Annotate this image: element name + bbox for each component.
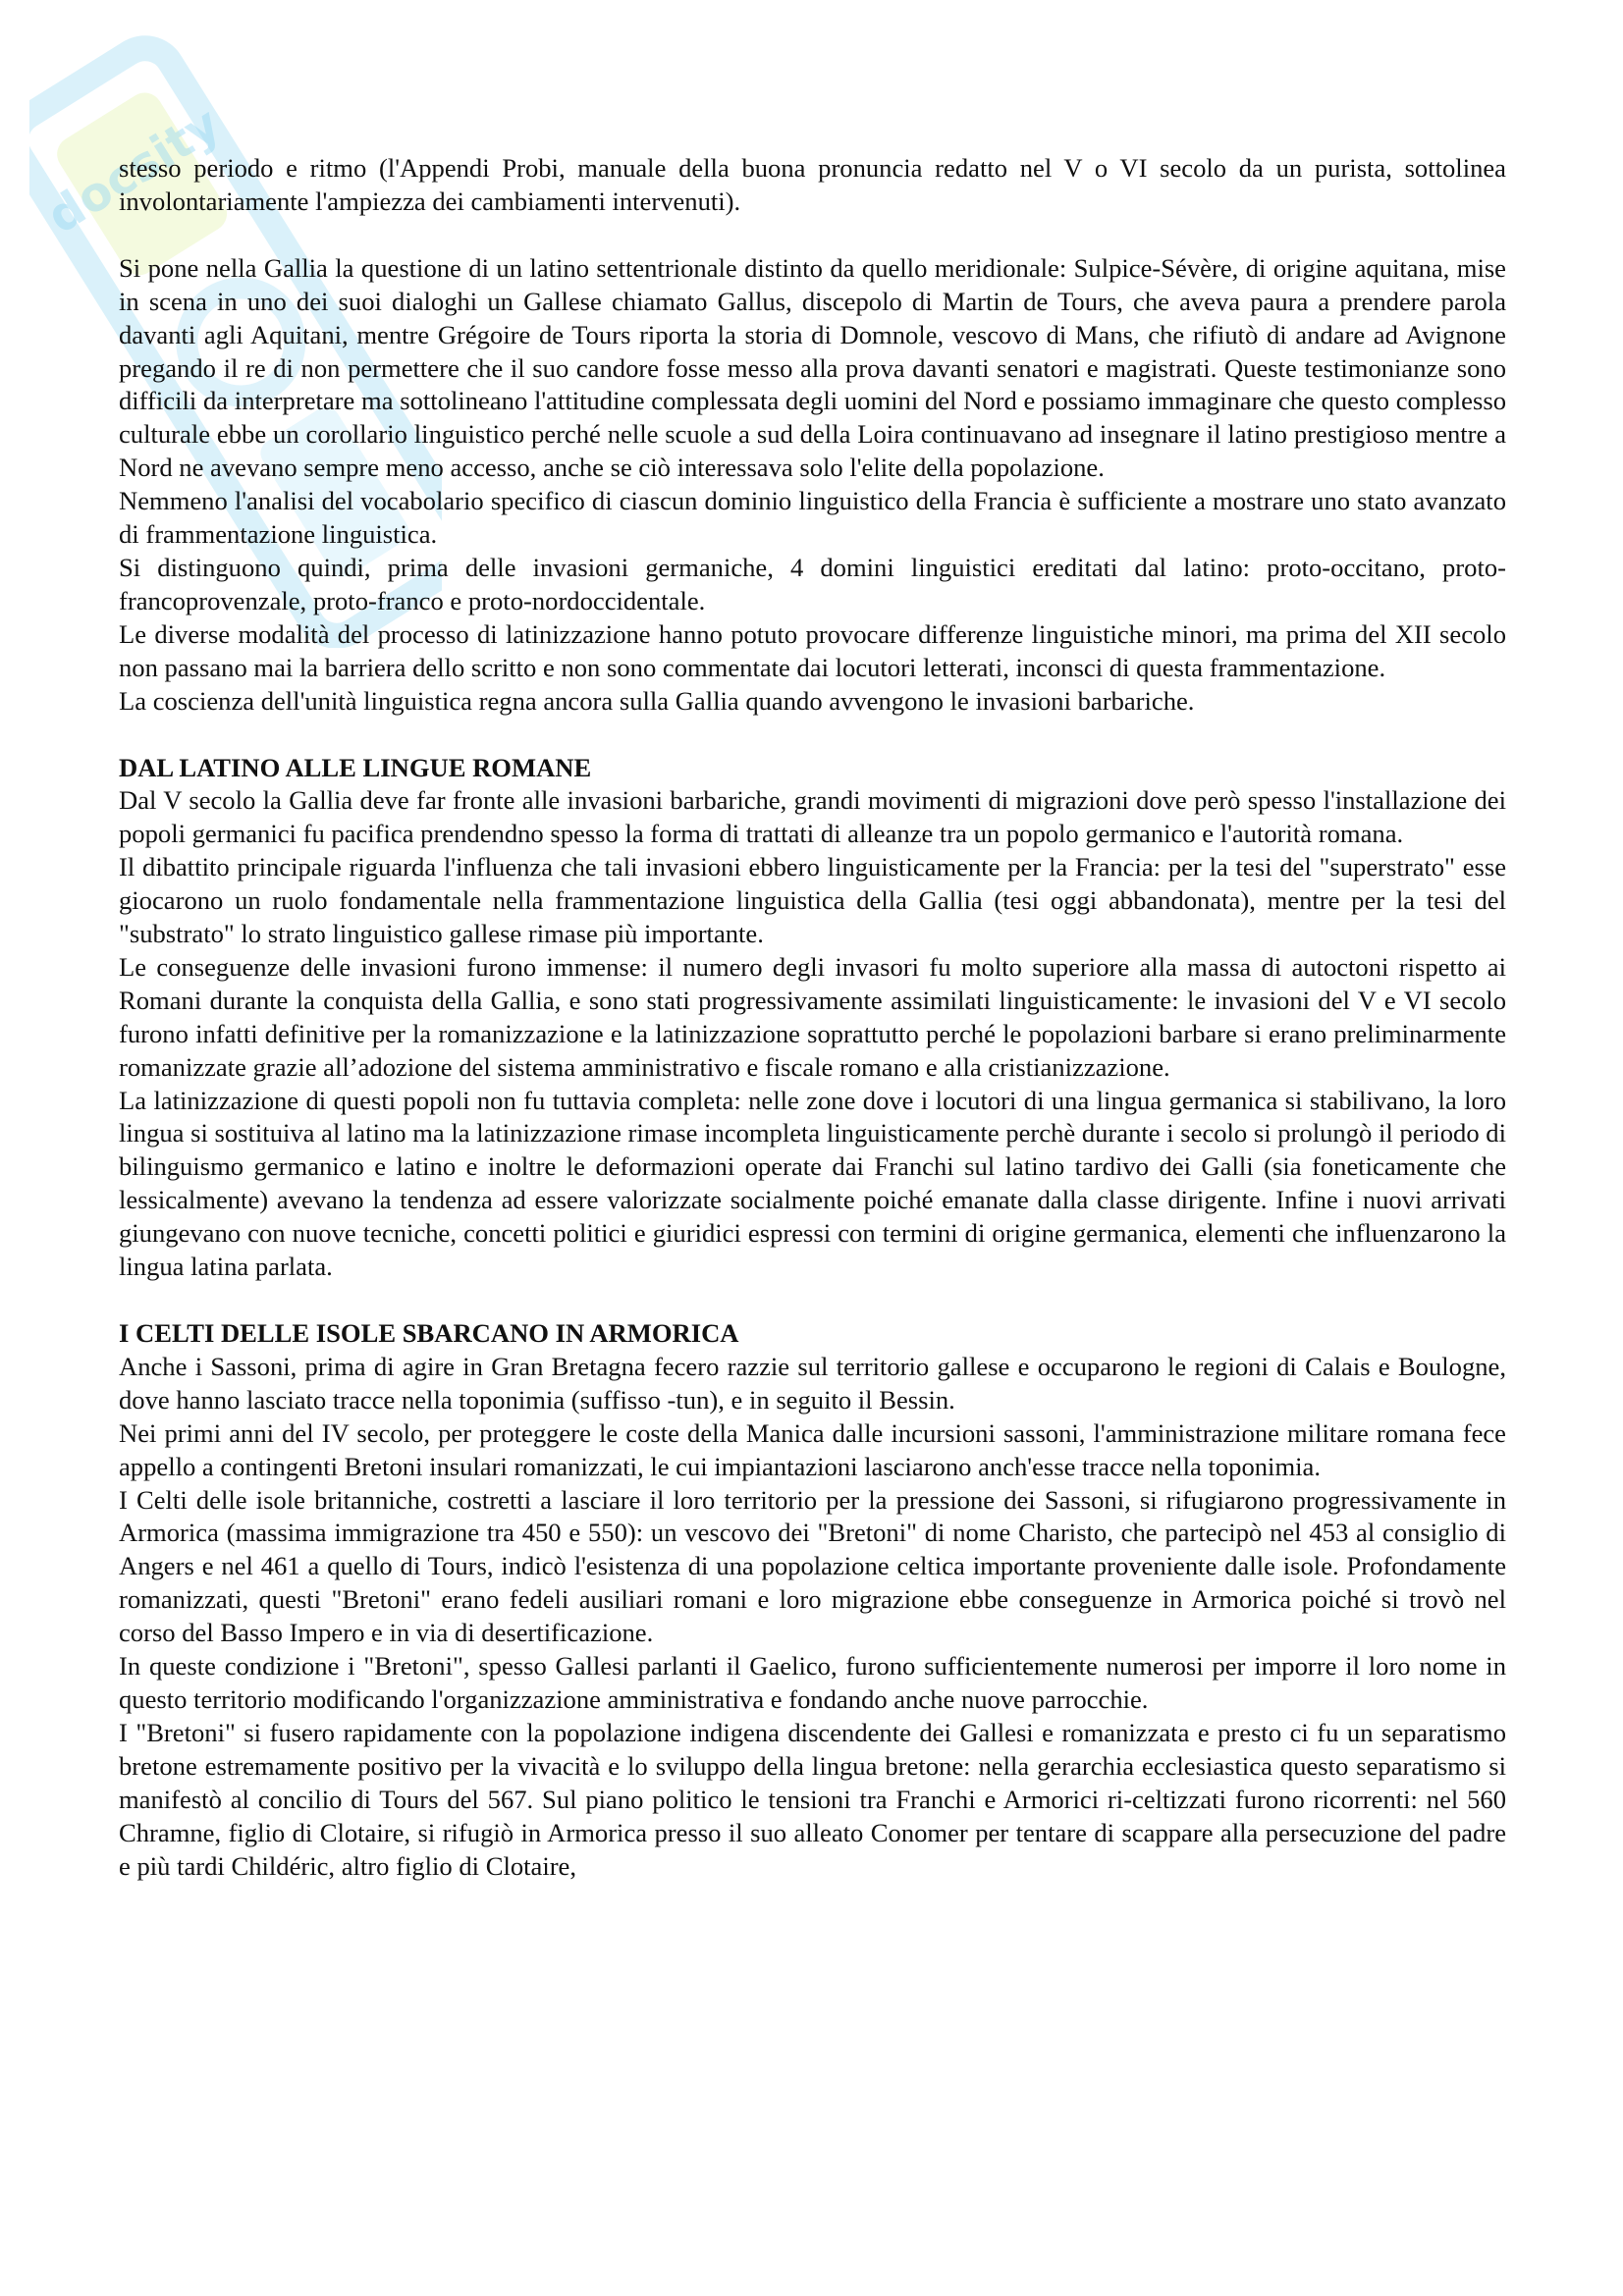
paragraph: La latinizzazione di questi popoli non fu tuttavia completa: nelle zone dove i locutori di una lingua germanica si stabilivano, la loro lingua si sostituiva al latino ma la latinizzazione rimase incompleta linguisticamente perchè durante i secolo si prolungò il periodo di bilinguismo germanico e latino e inoltre le deformazioni operate dai Franchi sul latino tardivo dei Galli (sia foneticamente che lessicalmente) avevano la tendenza ad essere valorizzate socialmente poiché emanate dalla classe dirigente. Infine i nuovi arrivati giungevano con nuove tecniche, concetti politici e giuridici espressi con termini di origine germanica, elementi che influenzarono la lingua latina parlata.: [119, 1085, 1506, 1282]
paragraph: I Celti delle isole britanniche, costretti a lasciare il loro territorio per la pressione dei Sassoni, si rifugiarono progressivamente in Armorica (massima immigrazione tra 450 e 550): un vescovo dei "Bretoni" di nome Charisto, che partecipò nel 453 al consiglio di Angers e nel 461 a quello di Tours, indicò l'esistenza di una popolazione celtica importante proveniente dalle isole. Profondamente romanizzati, questi "Bretoni" erano fedeli ausiliari romani e loro migrazione ebbe conseguenze in Armorica poiché si trovò nel corso del Basso Impero e in via di desertificazione.: [119, 1484, 1506, 1648]
paragraph: stesso periodo e ritmo (l'Appendi Probi, manuale della buona pronuncia redatto nel V o VI secolo da un purista, sottolinea involontariamente l'ampiezza dei cambiamenti intervenuti).: [119, 153, 1506, 216]
paragraph: La coscienza dell'unità linguistica regna ancora sulla Gallia quando avvengono le invasioni barbariche.: [119, 685, 1195, 716]
watermark-label: docsity: [37, 96, 230, 245]
paragraph: Le conseguenze delle invasioni furono immense: il numero degli invasori fu molto superiore alla massa di autoctoni rispetto ai Romani durante la conquista della Gallia, e sono stati progressivamente assimilati linguisticamente: le invasioni del V e VI secolo furono infatti definitive per la romanizzazione e la latinizzazione soprattutto perché le popolazioni barbare si erano preliminarmente romanizzate grazie all’adozione del sistema amministrativo e fiscale romano e alla cristianizzazione.: [119, 951, 1506, 1082]
paragraph: In queste condizione i "Bretoni", spesso Gallesi parlanti il Gaelico, furono sufficientemente numerosi per imporre il loro nome in questo territorio modificando l'organizzazione amministrativa e fondando anche nuove parrocchie.: [119, 1651, 1506, 1714]
paragraph: Nei primi anni del IV secolo, per proteggere le coste della Manica dalle incursioni sassoni, l'amministrazione militare romana fece appello a contingenti Bretoni insulari romanizzati, le cui impiantazioni lasciarono anch'esse tracce nella toponimia.: [119, 1417, 1506, 1481]
paragraph: I "Bretoni" si fusero rapidamente con la popolazione indigena discendente dei Gallesi e romanizzata e presto ci fu un separatismo bretone estremamente positivo per la vivacità e lo sviluppo della lingua bretone: nella gerarchia ecclesiastica questo separatismo si manifestò al concilio di Tours del 567. Sul piano politico le tensioni tra Franchi e Armorici ri-celtizzati furono ricorrenti: nel 560 Chramne, figlio di Clotaire, si rifugiò in Armorica presso il suo alleato Conomer per tentare di scappare alla persecuzione del padre e più tardi Childéric, altro figlio di Clotaire,: [119, 1717, 1506, 1881]
paragraph: Nemmeno l'analisi del vocabolario specifico di ciascun dominio linguistico della Francia è sufficiente a mostrare uno stato avanzato di frammentazione linguistica.: [119, 486, 1506, 550]
section-heading: I CELTI DELLE ISOLE SBARCANO IN ARMORICA: [119, 1318, 739, 1348]
paragraph: Anche i Sassoni, prima di agire in Gran Bretagna fecero razzie sul territorio gallese e occuparono le regioni di Calais e Boulogne, dove hanno lasciato tracce nella toponimia (suffisso -tun), e in seguito il Bessin.: [119, 1351, 1506, 1415]
paragraph: Dal V secolo la Gallia deve far fronte alle invasioni barbariche, grandi movimenti di migrazioni dove però spesso l'installazione dei popoli germanici fu pacifica prendendno spesso la forma di trattati di alleanze tra un popolo germanico e l'autorità romana.: [119, 785, 1506, 849]
paragraph: Il dibattito principale riguarda l'influenza che tali invasioni ebbero linguisticamente per la Francia: per la tesi del "superstrato" esse giocarono un ruolo fondamentale nella frammentazione linguistica della Gallia (tesi oggi abbandonata), mentre per la tesi del "substrato" lo strato linguistico gallese rimase più importante.: [119, 852, 1506, 949]
paragraph: Si distinguono quindi, prima delle invasioni germaniche, 4 domini linguistici ereditati dal latino: proto-occitano, proto-francoprovenzale, proto-franco e proto-nordoccidentale.: [119, 552, 1506, 615]
paragraph: Le diverse modalità del processo di latinizzazione hanno potuto provocare differenze linguistiche minori, ma prima del XII secolo non passano mai la barriera dello scritto e non sono commentate dai locutori letterati, inconsci di questa frammentazione.: [119, 618, 1506, 682]
section-heading: DAL LATINO ALLE LINGUE ROMANE: [119, 752, 592, 782]
document-page: [119, 152, 1506, 1883]
paragraph: Si pone nella Gallia la questione di un latino settentrionale distinto da quello meridionale: Sulpice-Sévère, di origine aquitana, mise in scena in uno dei suoi dialoghi un Gallese chiamato Gallus, discepolo di Martin de Tours, che aveva paura a prendere parola davanti agli Aquitani, mentre Grégoire de Tours riporta la storia di Domnole, vescovo di Mans, che rifiutò di andare ad Avignone pregando il re di non permettere che il suo candore fosse messo alla prova davanti senatori e magistrati. Queste testimonianze sono difficili da interpretare ma sottolineano l'attitudine complessata degli uomini del Nord e possiamo immaginare che questo complesso culturale ebbe un corollario linguistico perché nelle scuole a sud della Loira continuavano ad insegnare il latino prestigioso mentre a Nord ne avevano sempre meno accesso, anche se ciò interessava solo l'elite della popolazione.: [119, 252, 1506, 483]
